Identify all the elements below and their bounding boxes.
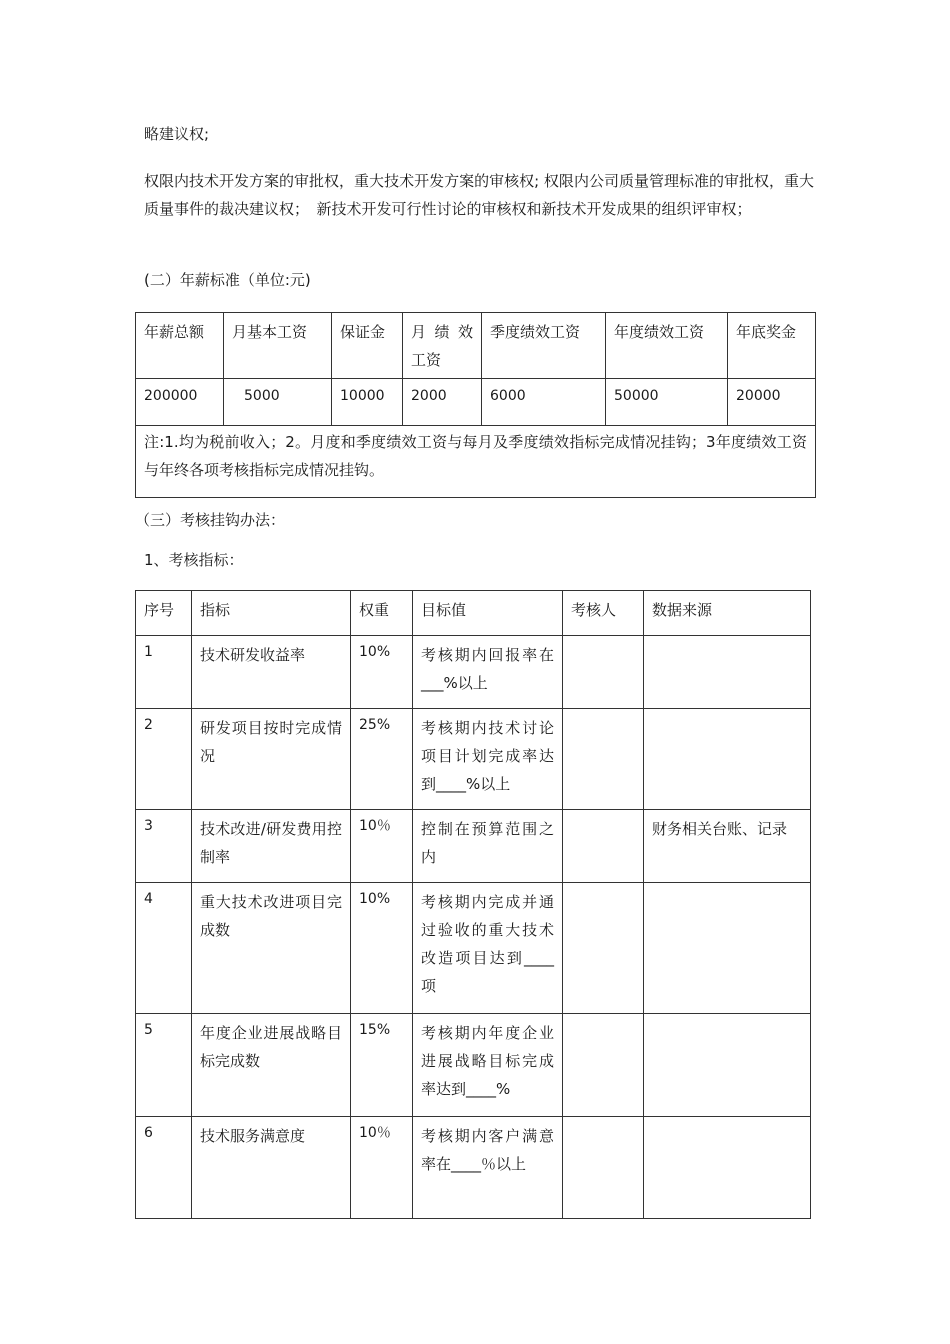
table-row [136, 636, 811, 709]
target-cell: 考核期内完成并通过验收的重大技术改造项目达到____项 [413, 883, 563, 1014]
paragraph-continuation: 略建议权; [144, 125, 210, 143]
table-row [136, 709, 811, 810]
target-cell: 考核期内年度企业进展战略目标完成率达到____% [413, 1014, 563, 1117]
source-cell [644, 883, 811, 1014]
row-number: 5 [136, 1014, 192, 1117]
indicator-cell: 技术服务满意度 [192, 1117, 351, 1219]
paragraph-rights: 权限内技术开发方案的审批权，重大技术开发方案的审核权; 权限内公司质量管理标准的审批权，重大质量事件的裁决建议权； 新技术开发可行性讨论的审核权和新技术开发成果的组织评审权； [144, 172, 814, 218]
header-cell: 保证金 [332, 313, 403, 379]
header-cell: 目标值 [413, 591, 563, 636]
kpi-table [135, 590, 811, 1219]
header-cell: 权重 [351, 591, 413, 636]
weight-cell: 25% [351, 709, 413, 810]
header-cell: 数据来源 [644, 591, 811, 636]
row-number: 4 [136, 883, 192, 1014]
assessor-cell [563, 1014, 644, 1117]
header-cell: 年底奖金 [728, 313, 816, 379]
indicator-cell: 年度企业进展战略目标完成数 [192, 1014, 351, 1117]
subsection-title-indicators: 1、考核指标： [144, 551, 244, 569]
value-cell: 10000 [332, 379, 403, 426]
salary-note-row [136, 426, 816, 498]
weight-cell: 10％ [351, 1117, 413, 1219]
source-cell [644, 1117, 811, 1219]
table-row [136, 1117, 811, 1219]
header-cell: 考核人 [563, 591, 644, 636]
kpi-header-row [136, 591, 811, 636]
weight-cell: 10% [351, 636, 413, 709]
source-cell [644, 1014, 811, 1117]
salary-header-row [136, 313, 816, 379]
salary-value-row [136, 379, 816, 426]
weight-cell: 10% [351, 883, 413, 1014]
value-cell: 6000 [482, 379, 606, 426]
assessor-cell [563, 636, 644, 709]
header-cell: 指标 [192, 591, 351, 636]
source-cell [644, 636, 811, 709]
header-cell: 月 绩 效工资 [403, 313, 482, 379]
assessor-cell [563, 709, 644, 810]
value-cell: 20000 [728, 379, 816, 426]
indicator-cell: 重大技术改进项目完成数 [192, 883, 351, 1014]
assessor-cell [563, 883, 644, 1014]
value-cell: 2000 [403, 379, 482, 426]
indicator-cell: 技术改进/研发费用控制率 [192, 810, 351, 883]
indicator-cell: 研发项目按时完成情况 [192, 709, 351, 810]
salary-table [135, 312, 816, 498]
salary-note: 注:1.均为税前收入；2。月度和季度绩效工资与每月及季度绩效指标完成情况挂钩；3年度绩效工资与年终各项考核指标完成情况挂钩。 [136, 426, 816, 498]
source-cell [644, 709, 811, 810]
assessor-cell [563, 810, 644, 883]
target-cell: 考核期内客户满意率在____％以上 [413, 1117, 563, 1219]
target-cell: 考核期内技术讨论项目计划完成率达到____%以上 [413, 709, 563, 810]
row-number: 1 [136, 636, 192, 709]
value-cell: 200000 [136, 379, 224, 426]
header-cell: 序号 [136, 591, 192, 636]
row-number: 3 [136, 810, 192, 883]
row-number: 2 [136, 709, 192, 810]
section-title-assessment: （三）考核挂钩办法： [135, 511, 286, 529]
table-row [136, 810, 811, 883]
section-title-annual-salary: (二）年薪标准（单位:元) [144, 271, 311, 289]
indicator-cell: 技术研发收益率 [192, 636, 351, 709]
assessor-cell [563, 1117, 644, 1219]
table-row [136, 1014, 811, 1117]
table-row [136, 883, 811, 1014]
header-cell: 季度绩效工资 [482, 313, 606, 379]
source-cell: 财务相关台账、记录 [644, 810, 811, 883]
target-cell: 考核期内回报率在___%以上 [413, 636, 563, 709]
header-cell: 年薪总额 [136, 313, 224, 379]
header-cell: 年度绩效工资 [606, 313, 728, 379]
weight-cell: 15% [351, 1014, 413, 1117]
row-number: 6 [136, 1117, 192, 1219]
header-cell: 月基本工资 [224, 313, 332, 379]
value-cell: 5000 [224, 379, 332, 426]
weight-cell: 10％ [351, 810, 413, 883]
value-cell: 50000 [606, 379, 728, 426]
target-cell: 控制在预算范围之内 [413, 810, 563, 883]
